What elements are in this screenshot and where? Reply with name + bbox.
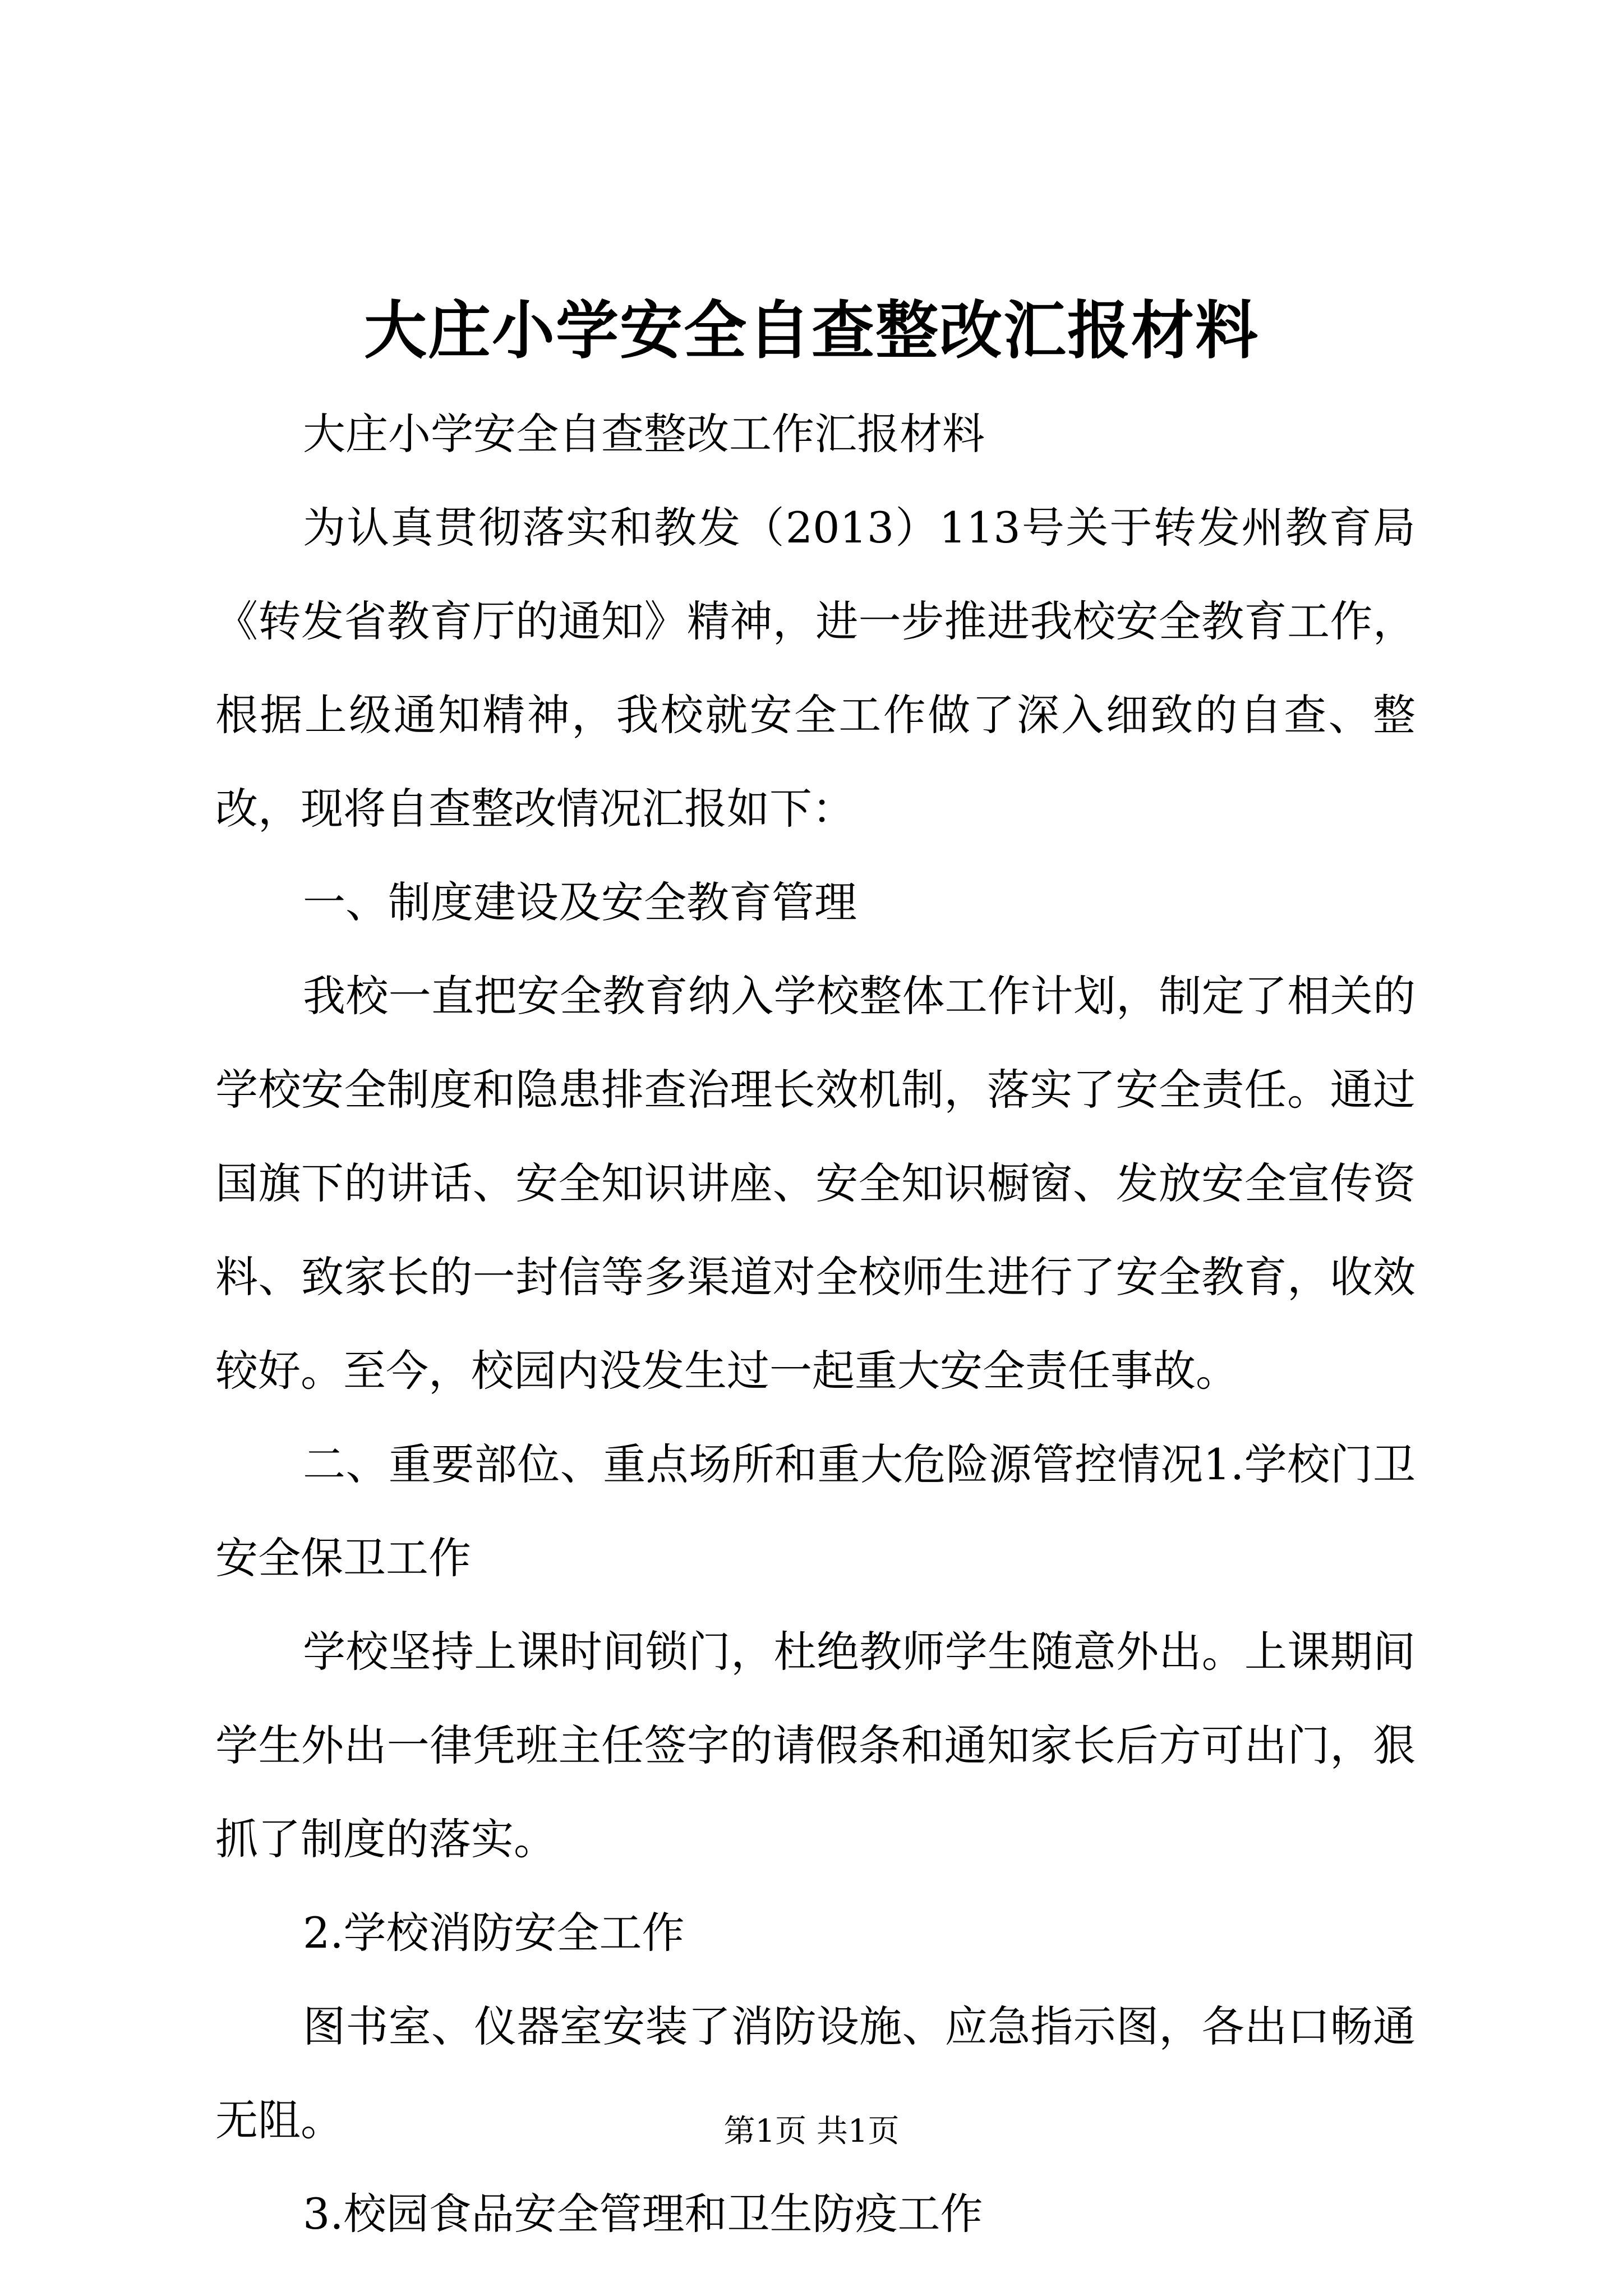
paragraph-fire-safety: 图书室、仪器室安装了消防设施、应急指示图，各出口畅通无阻。 [215, 2001, 1415, 2145]
subsection-heading-food-safety: 3.校园食品安全管理和卫生防疫工作 [303, 2189, 983, 2239]
section-heading-1: 一、制度建设及安全教育管理 [303, 877, 857, 927]
paragraph-section-1: 我校一直把安全教育纳入学校整体工作计划，制定了相关的学校安全制度和隐患排查治理长效机制，落实了安全责任。通过国旗下的讲话、安全知识讲座、安全知识橱窗、发放安全宣传资料、致家长的一封信等多渠道对全校师生进行了安全教育，收效较好。至今，校园内没发生过一起重大安全责任事故。 [215, 971, 1415, 1396]
document-body [215, 387, 1415, 2261]
page-footer: 第1页 共1页 [723, 2113, 900, 2150]
section-heading-2: 二、重要部位、重点场所和重大危险源管控情况1.学校门卫安全保卫工作 [215, 1439, 1415, 1583]
paragraph-gate-security: 学校坚持上课时间锁门，杜绝教师学生随意外出。上课期间学生外出一律凭班主任签字的请假条和通知家长后方可出门，狠抓了制度的落实。 [215, 1627, 1415, 1864]
document-title: 大庄小学安全自查整改汇报材料 [364, 294, 1259, 367]
paragraph-subtitle: 大庄小学安全自查整改工作汇报材料 [303, 409, 985, 459]
subsection-heading-fire-safety: 2.学校消防安全工作 [303, 1908, 685, 1958]
paragraph-intro: 为认真贯彻落实和教发（2013）113号关于转发州教育局《转发省教育厅的通知》精神，进一步推进我校安全教育工作，根据上级通知精神，我校就安全工作做了深入细致的自查、整改，现将自查整改情况汇报如下： [215, 503, 1415, 834]
